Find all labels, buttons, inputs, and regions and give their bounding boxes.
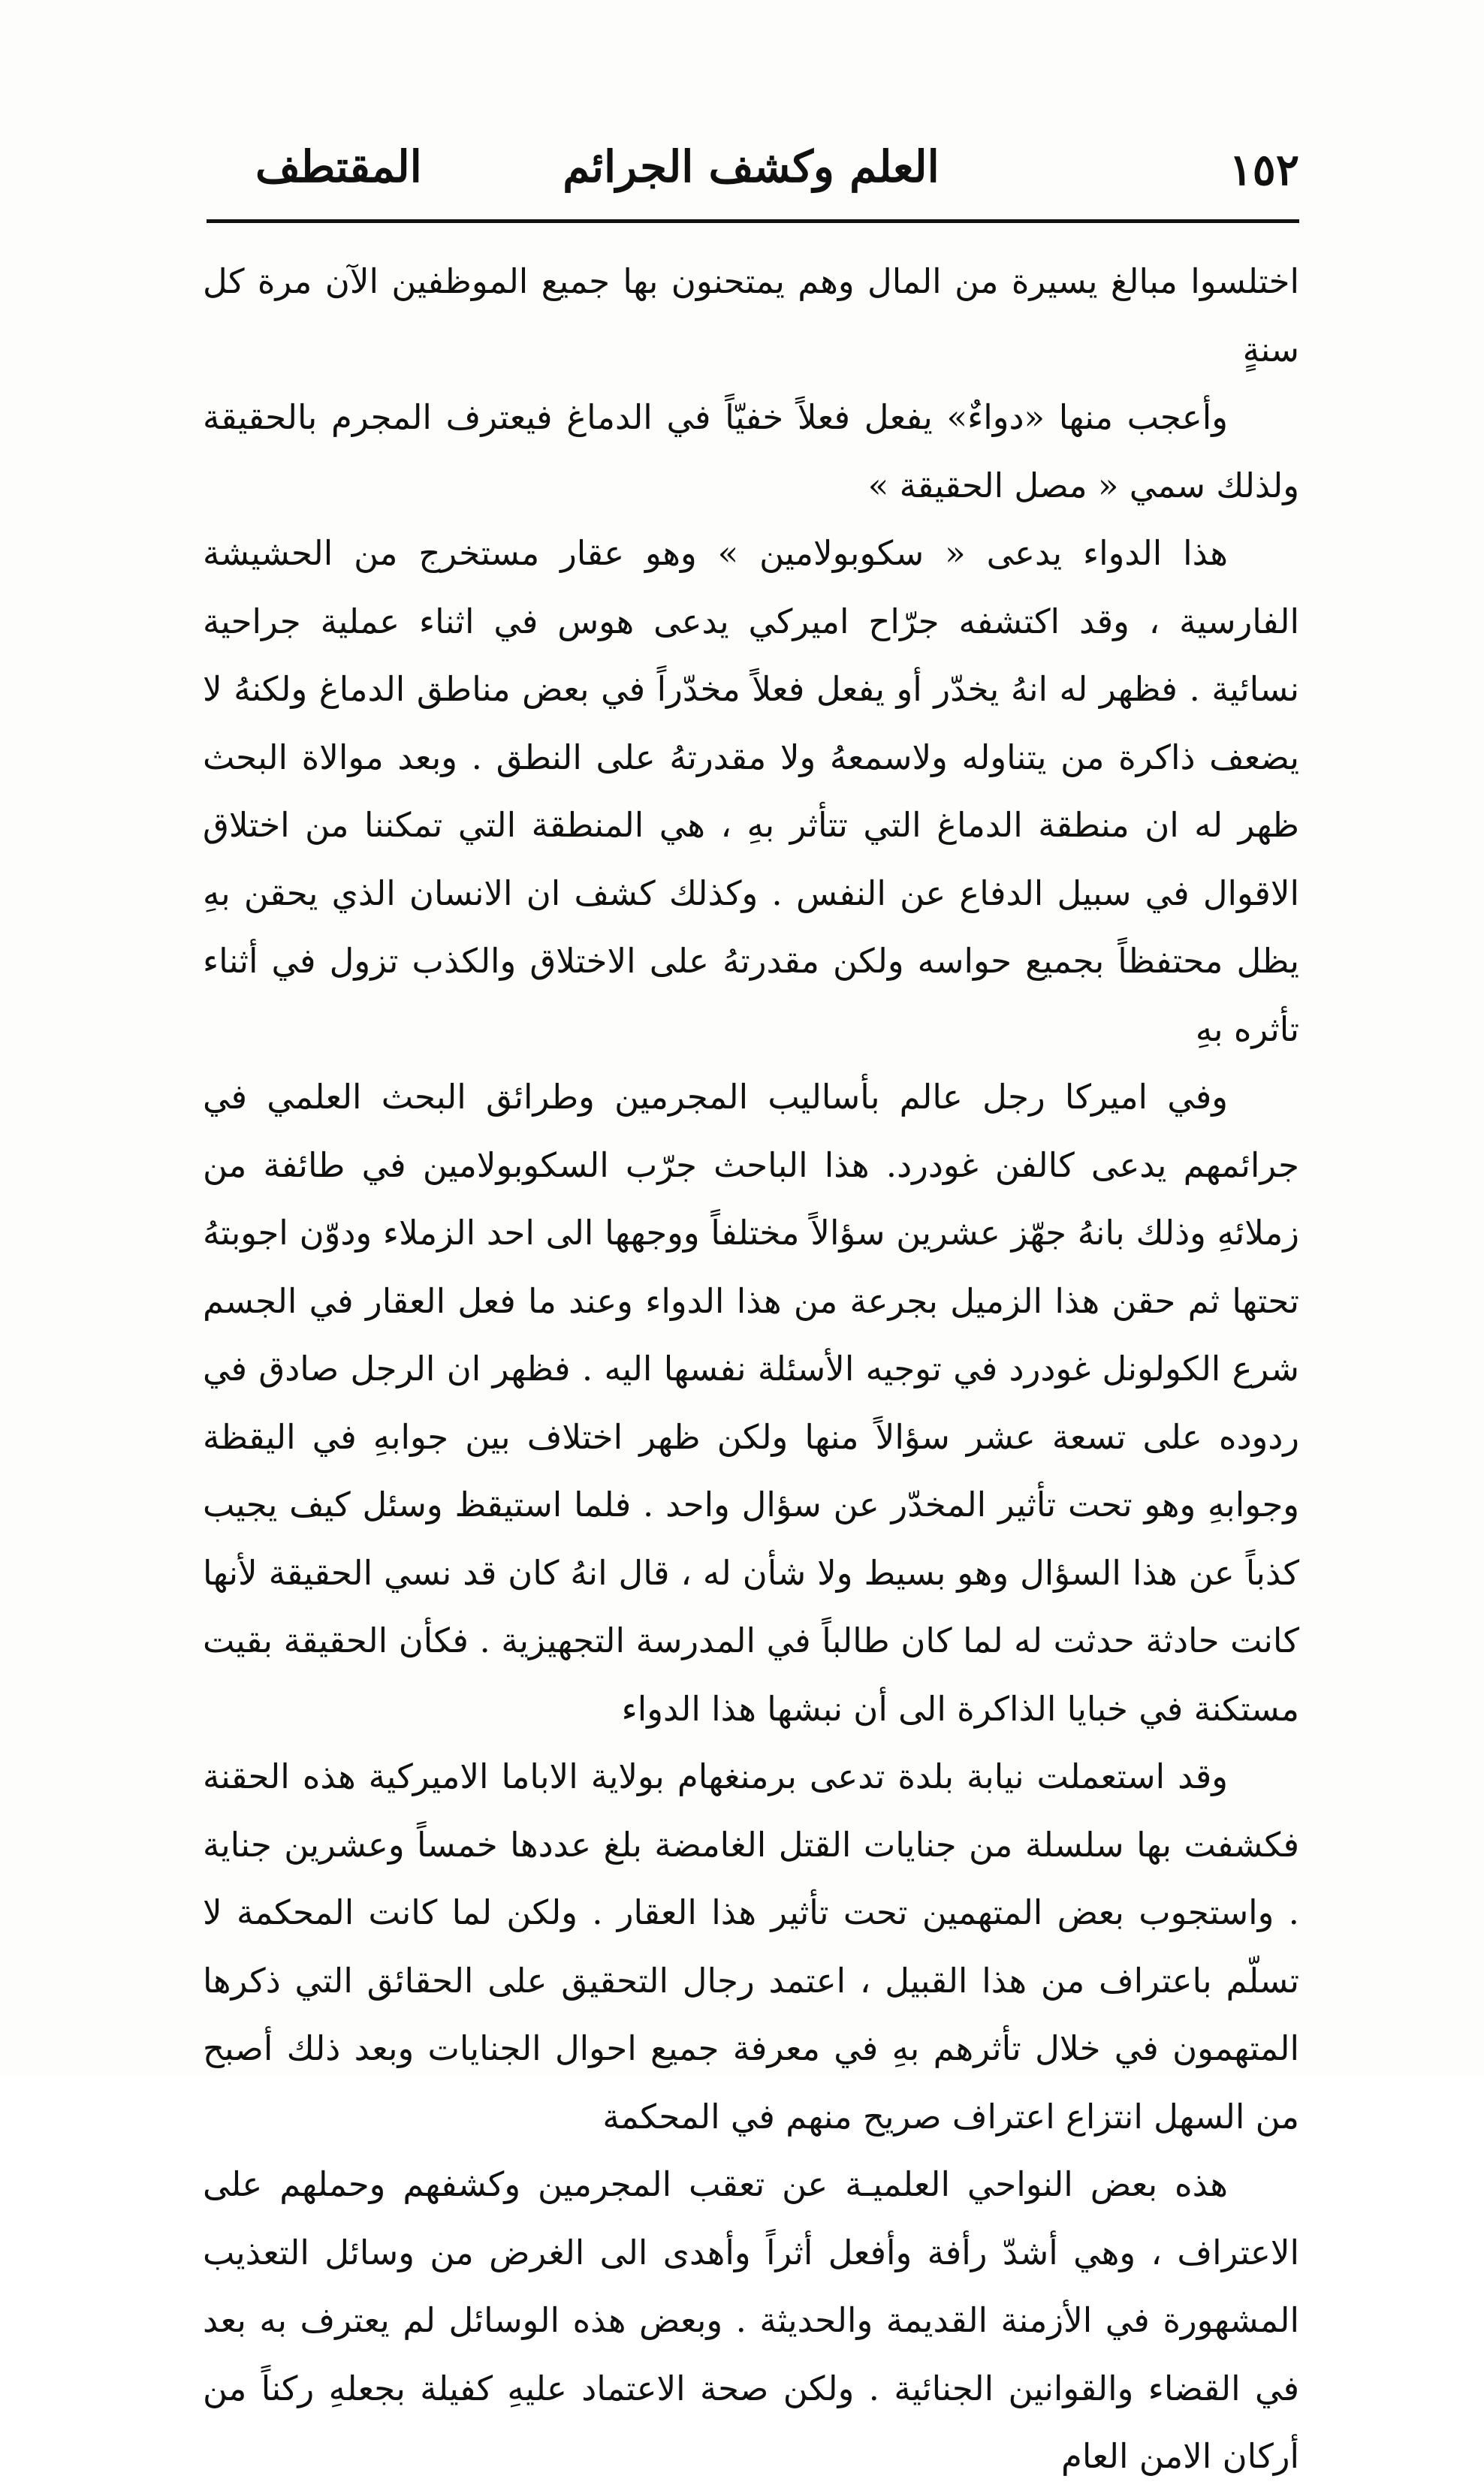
article-body <box>203 248 1299 2491</box>
paragraph: وأعجب منها «دواءٌ» يفعل فعلاً خفيّاً في الدماغ فيعترف المجرم بالحقيقة ولذلك سمي « مصل الحقيقة » <box>203 397 1299 505</box>
paragraph: هذا الدواء يدعى « سكوبولامين » وهو عقار مستخرج من الحشيشة الفارسية ، وقد اكتشفه جرّاح اميركي يدعى هوس في اثناء عملية جراحية نسائية . فظهر له انهُ يخدّر أو يفعل فعلاً مخدّراً في بعض مناطق الدماغ ولكنهُ لا يضعف ذاكرة من يتناوله ولاسمعهُ ولا مقدرتهُ على النطق . وبعد موالاة البحث ظهر له ان منطقة الدماغ التي تتأثر بهِ ، هي المنطقة التي تمكننا من اختلاق الاقوال في سبيل الدفاع عن النفس . وكذلك كشف ان الانسان الذي يحقن بهِ يظل محتفظاً بجميع حواسه ولكن مقدرتهُ على الاختلاق والكذب تزول في أثناء تأثره بهِ <box>203 533 1299 1049</box>
header-rule <box>207 219 1299 223</box>
paragraph: اختلسوا مبالغ يسيرة من المال وهم يمتحنون بها جميع الموظفين الآن مرة كل سنةٍ <box>203 261 1299 369</box>
paragraph: وفي اميركا رجل عالم بأساليب المجرمين وطرائق البحث العلمي في جرائمهم يدعى كالفن غودرد. هذا الباحث جرّب السكوبولامين في طائفة من زملائهِ وذلك بانهُ جهّز عشرين سؤالاً مختلفاً ووجهها الى احد الزملاء ودوّن اجوبتهُ تحتها ثم حقن هذا الزميل بجرعة من هذا الدواء وعند ما فعل العقار في الجسم شرع الكولونل غودرد في توجيه الأسئلة نفسها اليه . فظهر ان الرجل صادق في ردوده على تسعة عشر سؤالاً منها ولكن ظهر اختلاف بين جوابهِ في اليقظة وجوابهِ وهو تحت تأثير المخدّر عن سؤال واحد . فلما استيقظ وسئل كيف يجيب كذباً عن هذا السؤال وهو بسيط ولا شأن له ، قال انهُ كان قد نسي الحقيقة لأنها كانت حادثة حدثت له لما كان طالباً في المدرسة التجهيزية . فكأن الحقيقة بقيت مستكنة في خبايا الذاكرة الى أن نبشها هذا الدواء <box>203 1077 1299 1729</box>
running-title: العلم وكشف الجرائم <box>563 141 940 192</box>
journal-name: المقتطف <box>255 141 422 192</box>
page-number: ١٥٢ <box>1229 144 1299 195</box>
paragraph: وقد استعملت نيابة بلدة تدعى برمنغهام بولاية الاباما الاميركية هذه الحقنة فكشفت بها سلسلة من جنايات القتل الغامضة بلغ عددها خمساً وعشرين جناية . واستجوب بعض المتهمين تحت تأثير هذا العقار . ولكن لما كانت المحكمة لا تسلّم باعتراف من هذا القبيل ، اعتمد رجال التحقيق على الحقائق التي ذكرها المتهمون في خلال تأثرهم بهِ في معرفة جميع احوال الجنايات وبعد ذلك أصبح من السهل انتزاع اعتراف صريح منهم في المحكمة <box>203 1757 1299 2137</box>
paragraph: هذه بعض النواحي العلميـة عن تعقب المجرمين وكشفهم وحملهم على الاعتراف ، وهي أشدّ رأفة وأفعل أثراً وأهدى الى الغرض من وسائل التعذيب المشهورة في الأزمنة القديمة والحديثة . وبعض هذه الوسائل لم يعترف به بعد في القضاء والقوانين الجنائية . ولكن صحة الاعتماد عليهِ كفيلة بجعلهِ ركناً من أركان الامن العام <box>203 2164 1299 2476</box>
page-header <box>203 135 1299 218</box>
